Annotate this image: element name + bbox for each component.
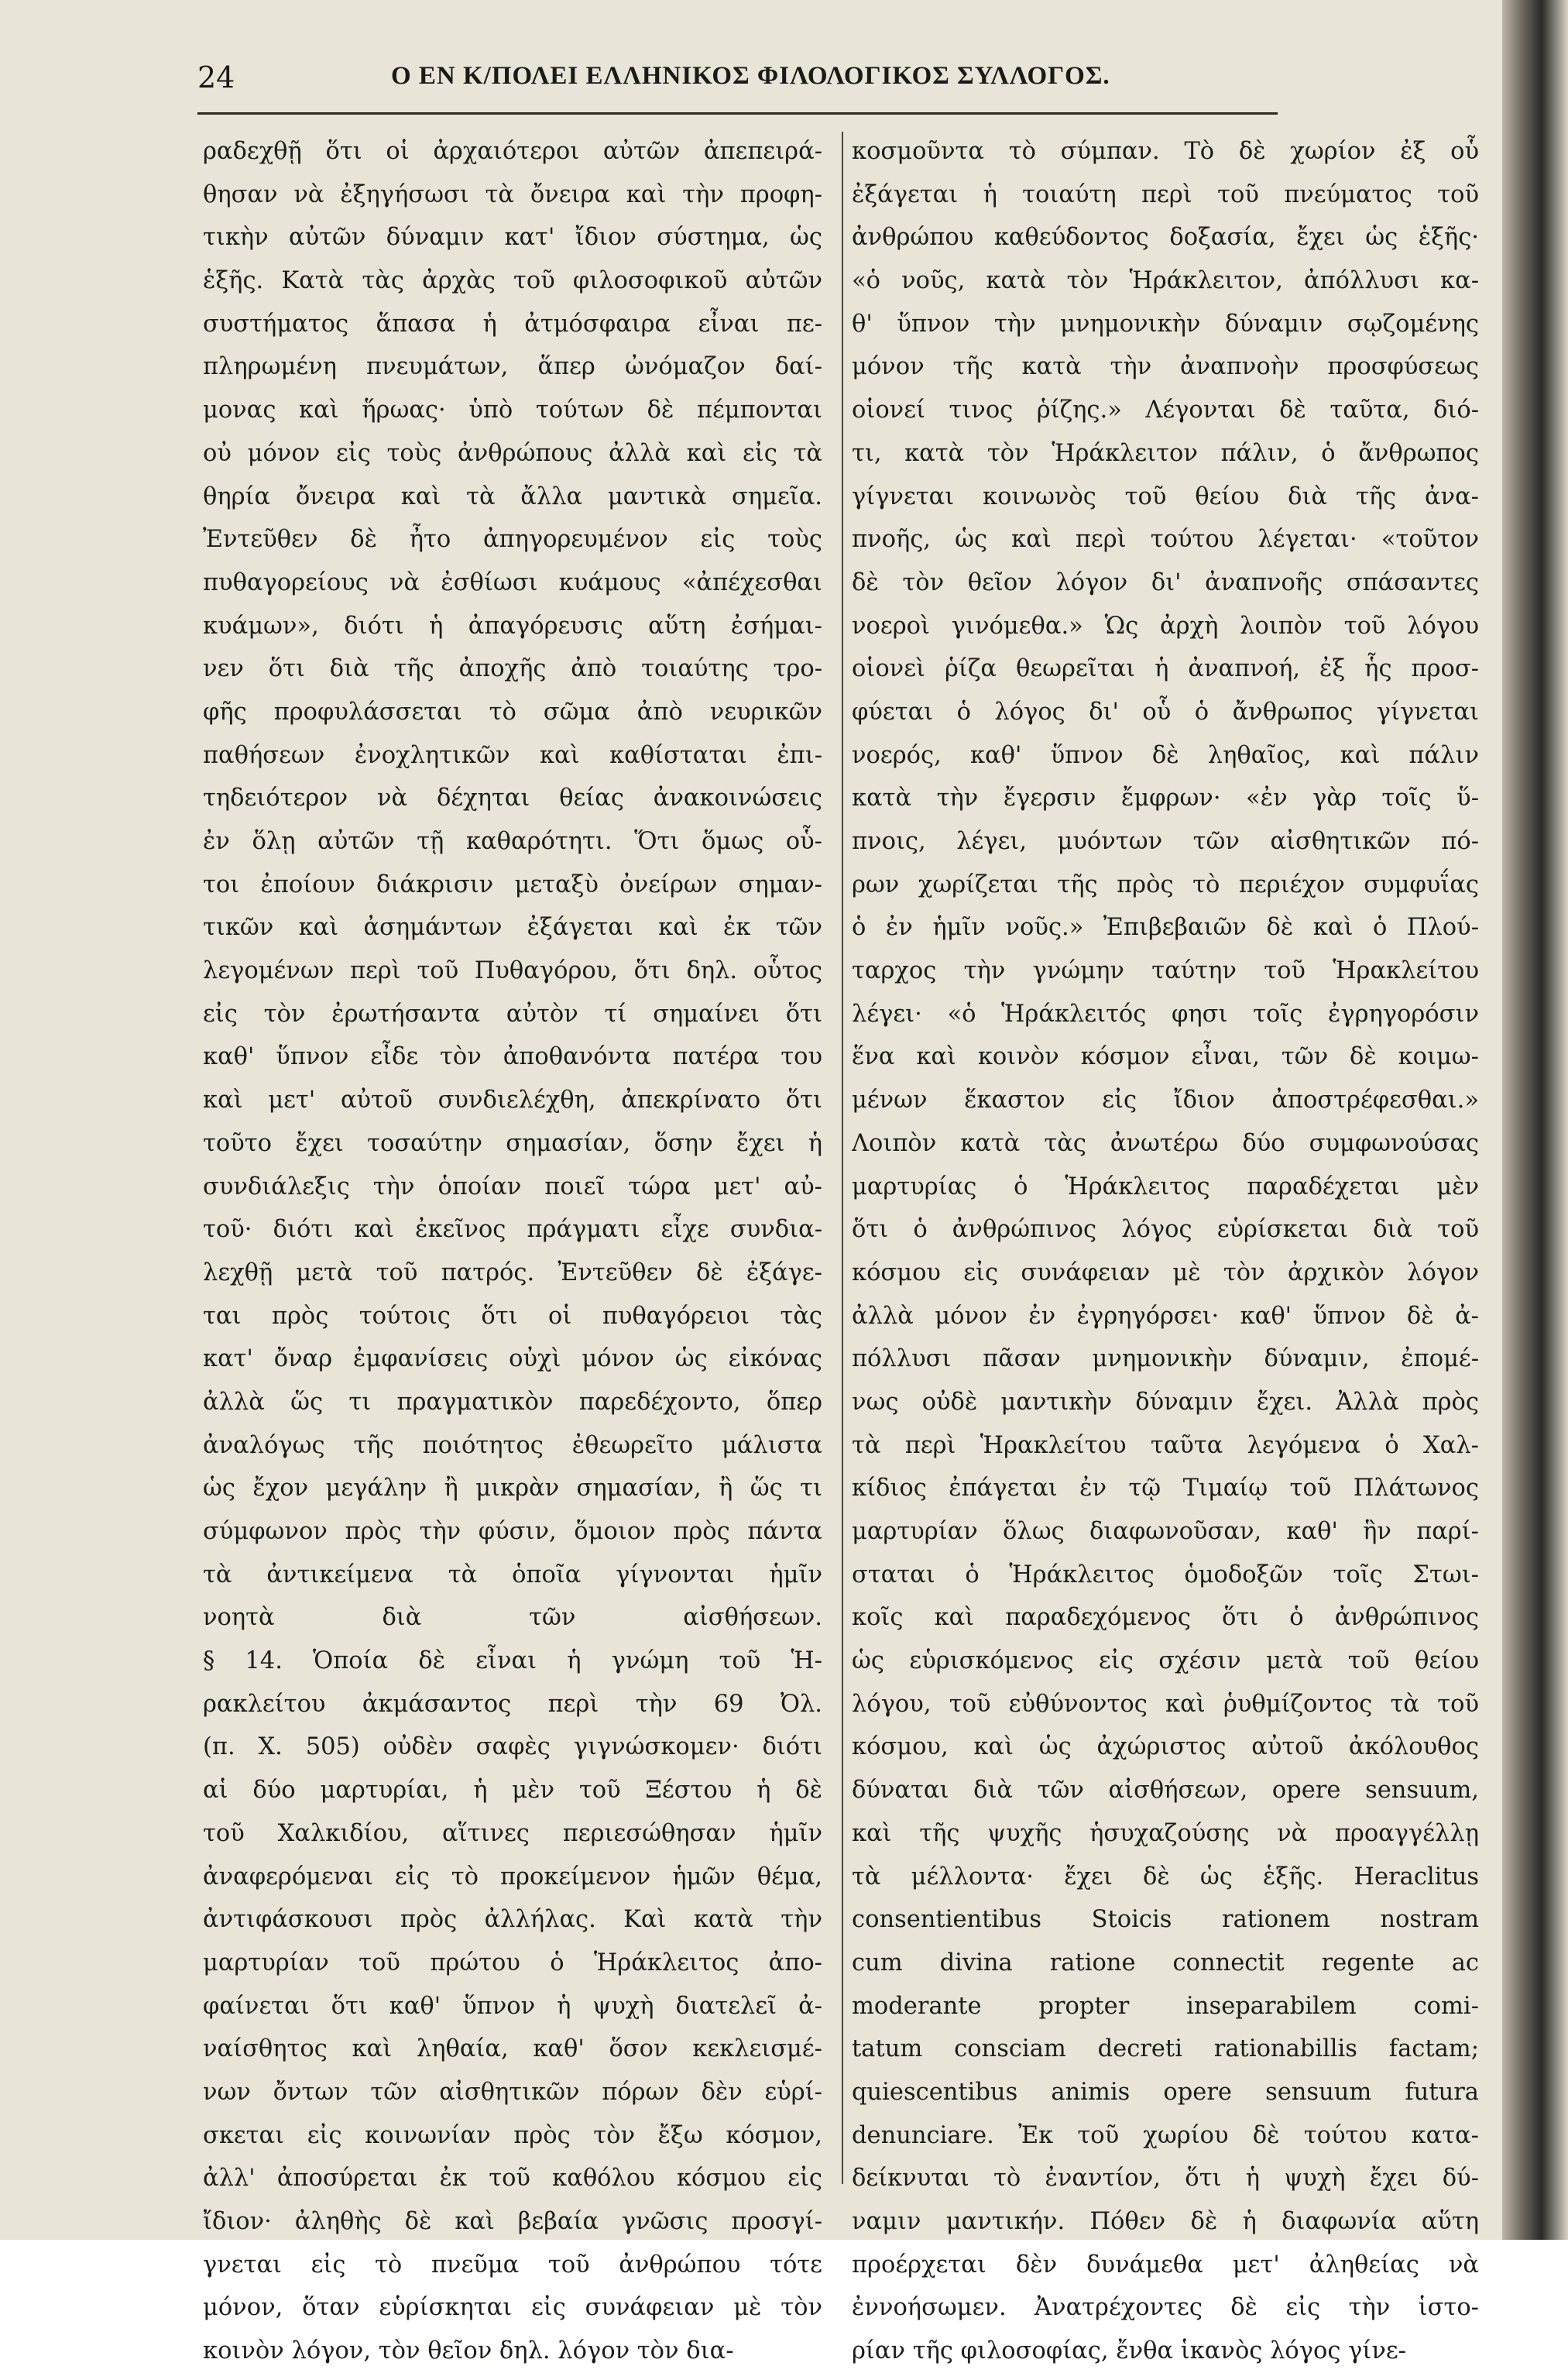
right-column-line: τὰ μέλλοντα· ἔχει δὲ ὡς ἑξῆς. Heraclitus: [852, 1863, 1479, 1891]
right-column-line: γίγνεται κοινωνὸς τοῦ θείου διὰ τῆς ἀνα-: [852, 482, 1479, 510]
left-column-line: ἐν ὅλῃ αὐτῶν τῇ καθαρότητι. Ὅτι ὅμως οὗ-: [203, 828, 822, 855]
left-column-line: ρακλείτου ἀκμάσαντος περὶ τὴν 69 Ὀλ.: [203, 1690, 822, 1718]
right-column-line: νοεροὶ γινόμεθα.» Ὡς ἀρχὴ λοιπὸν τοῦ λόγου: [852, 612, 1479, 640]
right-column-line: ἕνα καὶ κοινὸν κόσμον εἶναι, τῶν δὲ κοιμω-: [852, 1043, 1479, 1071]
left-column-line: πυθαγορείους νὰ ἐσθίωσι κυάμους «ἀπέχεσθαι: [203, 568, 822, 596]
right-column-line: νοερός, καθ' ὕπνον δὲ ληθαῖος, καὶ πάλιν: [852, 741, 1479, 769]
left-column-line: ἴδιον· ἀληθὴς δὲ καὶ βεβαία γνῶσις προσγί-: [203, 2208, 822, 2235]
right-column-line: μένων ἕκαστον εἰς ἴδιον ἀποστρέφεσθαι.»: [852, 1087, 1479, 1114]
page-number: 24: [197, 60, 235, 94]
right-column-line: κοῖς καὶ παραδεχόμενος ὅτι ὁ ἀνθρώπινος: [852, 1604, 1479, 1632]
left-column-line: τοῦτο ἔχει τοσαύτην σημασίαν, ὅσην ἔχει ἡ: [203, 1129, 822, 1157]
right-column-line: τὰ περὶ Ἡρακλείτου ταῦτα λεγόμενα ὁ Χαλ-: [852, 1431, 1479, 1459]
left-column-line: παθήσεων ἐνοχλητικῶν καὶ καθίσταται ἐπι-: [203, 741, 822, 769]
right-column-line: tatum consciam decreti rationabillis factam;: [852, 2035, 1479, 2063]
left-column-line: τικῶν καὶ ἀσημάντων ἐξάγεται καὶ ἐκ τῶν: [203, 914, 822, 942]
left-column-line: σύμφωνον πρὸς τὴν φύσιν, ὅμοιον πρὸς πάντα: [203, 1518, 822, 1545]
right-column-line: μαρτυρίας ὁ Ἡράκλειτος παραδέχεται μὲν: [852, 1173, 1479, 1200]
right-column-line: θ' ὕπνον τὴν μνημονικὴν δύναμιν σῳζομένης: [852, 310, 1479, 338]
right-column-line: denunciare. Ἐκ τοῦ χωρίου δὲ τούτου κατα-: [852, 2121, 1479, 2149]
left-column-line: τηδειότερον νὰ δέχηται θείας ἀνακοινώσεις: [203, 785, 822, 812]
left-column-line: θησαν νὰ ἐξηγήσωσι τὰ ὄνειρα καὶ τὴν προφη-: [203, 180, 822, 208]
header-rule: [197, 112, 1278, 115]
right-column-line: καὶ τῆς ψυχῆς ἡσυχαζούσης νὰ προαγγέλλῃ: [852, 1819, 1479, 1847]
right-column-line: ἐξάγεται ἡ τοιαύτη περὶ τοῦ πνεύματος τοῦ: [852, 180, 1479, 208]
left-column-line: οὐ μόνον εἰς τοὺς ἀνθρώπους ἀλλὰ καὶ εἰς τὰ: [203, 439, 822, 467]
right-column-line: τι, κατὰ τὸν Ἡράκλειτον πάλιν, ὁ ἄνθρωπος: [852, 439, 1479, 467]
right-column-line: ναμιν μαντικήν. Πόθεν δὲ ἡ διαφωνία αὕτη: [852, 2208, 1479, 2235]
left-column: [203, 130, 822, 2373]
left-column-line: ἀντιφάσκουσι πρὸς ἀλλήλας. Καὶ κατὰ τὴν: [203, 1906, 822, 1934]
left-column-line: σκεται εἰς κοινωνίαν πρὸς τὸν ἔξω κόσμον,: [203, 2121, 822, 2149]
left-column-line: ναίσθητος καὶ ληθαία, καθ' ὅσον κεκλεισμέ-: [203, 2035, 822, 2063]
left-column-line: (π. Χ. 505) οὐδὲν σαφὲς γιγνώσκομεν· διότι: [203, 1733, 822, 1761]
right-column-line: Λοιπὸν κατὰ τὰς ἀνωτέρω δύο συμφωνούσας: [852, 1129, 1479, 1157]
right-column-line: κίδιος ἐπάγεται ἐν τῷ Τιμαίῳ τοῦ Πλάτωνος: [852, 1475, 1479, 1502]
left-column-line: Ἐντεῦθεν δὲ ἦτο ἀπηγορευμένον εἰς τοὺς: [203, 526, 822, 554]
left-column-line: λεγομένων περὶ τοῦ Πυθαγόρου, ὅτι δηλ. οὗτος: [203, 957, 822, 985]
left-column-line: καὶ μετ' αὐτοῦ συνδιελέχθη, ἀπεκρίνατο ὅτι: [203, 1087, 822, 1114]
right-column: [852, 130, 1479, 2373]
right-column-line: κόσμου, καὶ ὡς ἀχώριστος αὐτοῦ ἀκόλουθος: [852, 1733, 1479, 1761]
right-column-line: οἱονεί τινος ῥίζης.» Λέγονται δὲ ταῦτα, διό-: [852, 397, 1479, 424]
right-column-line: ταρχος τὴν γνώμην ταύτην τοῦ Ἡρακλείτου: [852, 957, 1479, 985]
right-column-line: λέγει· «ὁ Ἡράκλειτός φησι τοῖς ἐγρηγορόσιν: [852, 1000, 1479, 1028]
right-column-line: οἱονεὶ ῥίζα θεωρεῖται ἡ ἀναπνοή, ἐξ ἧς προσ-: [852, 655, 1479, 683]
right-column-line: λόγου, τοῦ εὐθύνοντος καὶ ῥυθμίζοντος τὰ τοῦ: [852, 1690, 1479, 1718]
left-column-line: συστήματος ἅπασα ἡ ἀτμόσφαιρα εἶναι πε-: [203, 310, 822, 338]
left-column-line: ται πρὸς τούτοις ὅτι οἱ πυθαγόρειοι τὰς: [203, 1302, 822, 1330]
left-column-line: φῆς προφυλάσσεται τὸ σῶμα ἀπὸ νευρικῶν: [203, 698, 822, 726]
right-column-line: προέρχεται δὲν δυνάμεθα μετ' ἀληθείας νὰ: [852, 2251, 1479, 2279]
left-column-line: ἀλλὰ ὥς τι πραγματικὸν παρεδέχοντο, ὅπερ: [203, 1388, 822, 1416]
right-column-line: κατὰ τὴν ἔγερσιν ἔμφρων· «ἐν γὰρ τοῖς ὕ-: [852, 785, 1479, 812]
right-column-line: δύναται διὰ τῶν αἰσθήσεων, opere sensuum,: [852, 1777, 1479, 1805]
right-column-line: πόλλυσι πᾶσαν μνημονικὴν δύναμιν, ἐπομέ-: [852, 1345, 1479, 1373]
running-title: Ο ΕΝ Κ/ΠΟΛΕΙ ΕΛΛΗΝΙΚΟΣ ΦΙΛΟΛΟΓΙΚΟΣ ΣΥΛΛΟΓΟΣ.: [391, 62, 1110, 90]
left-column-line: ὡς ἔχον μεγάλην ἢ μικρὰν σημασίαν, ἢ ὥς τι: [203, 1475, 822, 1502]
right-column-line: cum divina ratione connectit regente ac: [852, 1949, 1479, 1976]
left-column-line: αἱ δύο μαρτυρίαι, ἡ μὲν τοῦ Ξέστου ἡ δὲ: [203, 1777, 822, 1805]
right-column-line: moderante propter inseparabilem comi-: [852, 1992, 1479, 2020]
left-column-line: μονας καὶ ἥρωας· ὑπὸ τούτων δὲ πέμπονται: [203, 397, 822, 424]
left-column-line: τοῦ· διότι καὶ ἐκεῖνος πράγματι εἶχε συνδια-: [203, 1216, 822, 1244]
right-column-line: «ὁ νοῦς, κατὰ τὸν Ἡράκλειτον, ἀπόλλυσι κα-: [852, 267, 1479, 295]
left-column-line: εἰς τὸν ἐρωτήσαντα αὐτὸν τί σημαίνει ὅτι: [203, 1000, 822, 1028]
left-column-line: ἀλλ' ἀποσύρεται ἐκ τοῦ καθόλου κόσμου εἰς: [203, 2165, 822, 2193]
left-column-line: τὰ ἀντικείμενα τὰ ὁποῖα γίγνονται ἡμῖν: [203, 1561, 822, 1588]
left-column-line: ἑξῆς. Κατὰ τὰς ἀρχὰς τοῦ φιλοσοφικοῦ αὐτῶν: [203, 267, 822, 295]
left-column-line: κοινὸν λόγον, τὸν θεῖον δηλ. λόγον τὸν δια-: [203, 2337, 734, 2365]
right-column-line: πνοῆς, ὡς καὶ περὶ τούτου λέγεται· «τοῦτον: [852, 526, 1479, 554]
right-column-line: consentientibus Stoicis rationem nostram: [852, 1906, 1479, 1934]
left-column-line: νων ὄντων τῶν αἰσθητικῶν πόρων δὲν εὑρί-: [203, 2078, 822, 2106]
binding-edge: [1502, 0, 1568, 2240]
right-column-line: πνοις, λέγει, μυόντων τῶν αἰσθητικῶν πό-: [852, 828, 1479, 855]
left-column-line: ἀναφερόμεναι εἰς τὸ προκείμενον ἡμῶν θέμα,: [203, 1863, 822, 1891]
running-header: [197, 60, 1282, 107]
left-column-line: κυάμων», διότι ἡ ἀπαγόρευσις αὕτη ἐσήμαι-: [203, 612, 822, 640]
right-column-line: ὡς εὑρισκόμενος εἰς σχέσιν μετὰ τοῦ θείου: [852, 1647, 1479, 1675]
right-column-line: νως οὐδὲ μαντικὴν δύναμιν ἔχει. Ἀλλὰ πρὸς: [852, 1388, 1479, 1416]
left-column-line: καθ' ὕπνον εἶδε τὸν ἀποθανόντα πατέρα του: [203, 1043, 822, 1071]
right-column-line: μόνον τῆς κατὰ τὴν ἀναπνοὴν προσφύσεως: [852, 353, 1479, 381]
column-divider: [842, 132, 843, 2184]
left-column-line: ἀναλόγως τῆς ποιότητος ἐθεωρεῖτο μάλιστα: [203, 1431, 822, 1459]
left-column-line: § 14. Ὁποία δὲ εἶναι ἡ γνώμη τοῦ Ἡ-: [203, 1647, 822, 1675]
right-column-line: ὁ ἐν ἡμῖν νοῦς.» Ἐπιβεβαιῶν δὲ καὶ ὁ Πλού-: [852, 914, 1479, 942]
right-column-line: κόσμου εἰς συνάφειαν μὲ τὸν ἀρχικὸν λόγον: [852, 1259, 1479, 1286]
right-column-line: quiescentibus animis opere sensuum futura: [852, 2078, 1479, 2106]
right-column-line: φύεται ὁ λόγος δι' οὗ ὁ ἄνθρωπος γίγνεται: [852, 698, 1479, 726]
left-column-line: μόνον, ὅταν εὑρίσκηται εἰς συνάφειαν μὲ τὸν: [203, 2294, 822, 2322]
left-column-line: τικὴν αὐτῶν δύναμιν κατ' ἴδιον σύστημα, ὡς: [203, 224, 822, 252]
right-column-line: ἐννοήσωμεν. Ἀνατρέχοντες δὲ εἰς τὴν ἱστο-: [852, 2294, 1479, 2322]
right-column-line: δείκνυται τὸ ἐναντίον, ὅτι ἡ ψυχὴ ἔχει δύ-: [852, 2165, 1479, 2193]
left-column-line: τοῦ Χαλκιδίου, αἵτινες περιεσώθησαν ἡμῖν: [203, 1819, 822, 1847]
left-column-line: συνδιάλεξις τὴν ὁποίαν ποιεῖ τώρα μετ' αὐ-: [203, 1173, 822, 1200]
right-column-line: ὅτι ὁ ἀνθρώπινος λόγος εὑρίσκεται διὰ τοῦ: [852, 1216, 1479, 1244]
left-column-line: τοι ἐποίουν διάκρισιν μεταξὺ ὀνείρων σημαν-: [203, 871, 822, 898]
left-column-line: κατ' ὄναρ ἐμφανίσεις οὐχὶ μόνον ὡς εἰκόνας: [203, 1345, 822, 1373]
left-column-line: ραδεχθῇ ὅτι οἱ ἀρχαιότεροι αὐτῶν ἀπεπειρά-: [203, 138, 822, 165]
left-column-line: γνεται εἰς τὸ πνεῦμα τοῦ ἀνθρώπου τότε: [203, 2251, 822, 2279]
right-column-line: ρίαν τῆς φιλοσοφίας, ἔνθα ἱκανὸς λόγος γίνε-: [852, 2337, 1406, 2365]
right-column-line: κοσμοῦντα τὸ σύμπαν. Τὸ δὲ χωρίον ἐξ οὗ: [852, 138, 1479, 165]
right-column-line: μαρτυρίαν ὅλως διαφωνοῦσαν, καθ' ἣν παρί-: [852, 1518, 1479, 1545]
left-column-line: νοητὰ διὰ τῶν αἰσθήσεων.: [203, 1604, 822, 1632]
left-column-line: πληρωμένη πνευμάτων, ἅπερ ὠνόμαζον δαί-: [203, 353, 822, 381]
right-column-line: ρων χωρίζεται τῆς πρὸς τὸ περιέχον συμφυΐας: [852, 871, 1479, 898]
left-column-line: φαίνεται ὅτι καθ' ὕπνον ἡ ψυχὴ διατελεῖ ἀ-: [203, 1992, 822, 2020]
left-column-line: μαρτυρίαν τοῦ πρώτου ὁ Ἡράκλειτος ἀπο-: [203, 1949, 822, 1976]
left-column-line: λεχθῇ μετὰ τοῦ πατρός. Ἐντεῦθεν δὲ ἐξάγε-: [203, 1259, 822, 1286]
right-column-line: δὲ τὸν θεῖον λόγον δι' ἀναπνοῆς σπάσαντες: [852, 568, 1479, 596]
right-column-line: σταται ὁ Ἡράκλειτος ὁμοδοξῶν τοῖς Στωι-: [852, 1561, 1479, 1588]
right-column-line: ἀνθρώπου καθεύδοντος δοξασία, ἔχει ὡς ἑξῆς·: [852, 224, 1479, 252]
right-column-line: ἀλλὰ μόνον ἐν ἐγρηγόρσει· καθ' ὕπνον δὲ ἀ-: [852, 1302, 1479, 1330]
left-column-line: θηρία ὄνειρα καὶ τὰ ἄλλα μαντικὰ σημεῖα.: [203, 482, 822, 510]
left-column-line: νεν ὅτι διὰ τῆς ἀποχῆς ἀπὸ τοιαύτης τρο-: [203, 655, 822, 683]
